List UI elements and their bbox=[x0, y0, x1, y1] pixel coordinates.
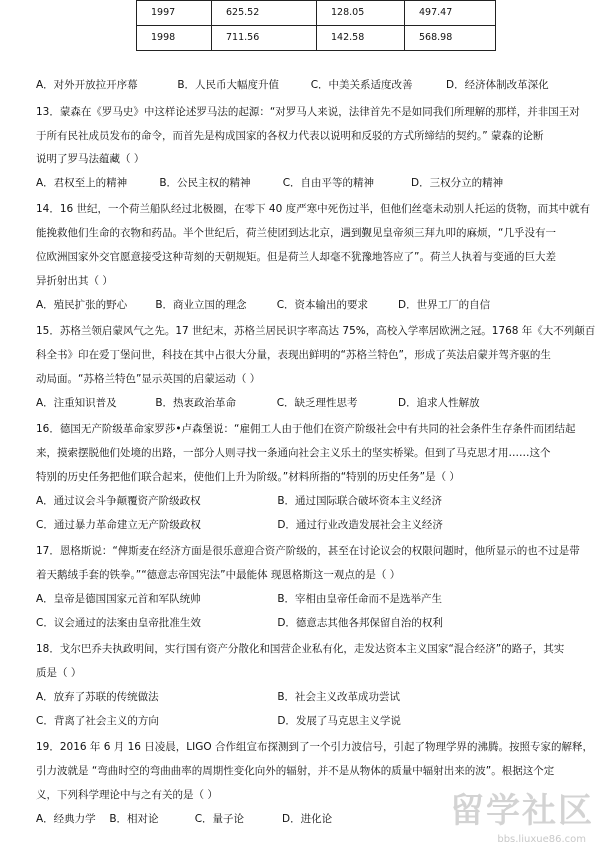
q17-options-row2 bbox=[36, 617, 443, 630]
q14-options bbox=[36, 299, 490, 312]
option-c: C．中美关系适度改善 bbox=[310, 79, 413, 91]
option-b: B．宰相由皇帝任命而不是选举产生 bbox=[277, 593, 443, 605]
q16-options-row1 bbox=[36, 495, 442, 508]
table-cell: 1997 bbox=[137, 1, 212, 26]
q17-options-row1 bbox=[36, 593, 442, 606]
option-c: C．通过暴力革命建立无产阶级政权 bbox=[36, 519, 201, 531]
q19-options bbox=[36, 813, 332, 826]
q17-stem-line: 17．恩格斯说：“俾斯麦在经济方面是很乐意迎合资产阶级的，甚至在讨论议会的权限问题时，他所显示的也不过是带 bbox=[36, 545, 580, 557]
option-d: D．世界工厂的自信 bbox=[398, 299, 491, 311]
q16-options-row2 bbox=[36, 519, 443, 532]
option-b: B．商业立国的理念 bbox=[155, 299, 247, 311]
q17-stem-line: 着天鹅绒手套的铁拳。”“德意志帝国宪法”中最能体 现恩格斯这一观点的是（ ） bbox=[36, 569, 401, 581]
q13-stem-line: 于所有民社成员发布的命令，而首先是构成国家的各权力代表以说明和反驳的方式所缔结的契约。” 蒙森的论断 bbox=[36, 130, 544, 142]
option-c: C．自由平等的精神 bbox=[282, 177, 375, 189]
q13-stem-line: 13．蒙森在《罗马史》中这样论述罗马法的起源：“对罗马人来说，法律首先不是如同我们所理解的那样，并非国王对 bbox=[36, 106, 580, 118]
table-cell: 497.47 bbox=[405, 1, 496, 26]
watermark-logo bbox=[434, 790, 594, 846]
option-a: A．放弃了苏联的传统做法 bbox=[36, 691, 159, 703]
option-d: D．经济体制改革深化 bbox=[446, 79, 549, 91]
option-d: D．追求人性解放 bbox=[398, 397, 480, 409]
option-a: A．经典力学 bbox=[36, 813, 96, 825]
q15-stem-line: 科全书》印在爱丁堡问世，科技在其中占很大分量，表现出鲜明的“苏格兰特色”，形成了英法启蒙并驾齐驱的生 bbox=[36, 349, 551, 361]
q18-stem-line: 18．戈尔巴乔夫执政明间，实行国有资产分散化和国营企业私有化，走发达资本主义国家“混合经济”的路子，其实 bbox=[36, 643, 565, 655]
option-d: D．通过行业改造发展社会主义经济 bbox=[277, 519, 443, 531]
table-cell: 568.98 bbox=[405, 26, 496, 51]
q18-stem-line: 质是（ ） bbox=[36, 667, 82, 679]
option-a: A．君权至上的精神 bbox=[36, 177, 128, 189]
option-a: A．通过议会斗争颠覆资产阶级政权 bbox=[36, 495, 201, 507]
option-d: D．进化论 bbox=[282, 813, 333, 825]
q15-options bbox=[36, 397, 480, 410]
option-c: C．背离了社会主义的方向 bbox=[36, 715, 159, 727]
table-cell: 625.52 bbox=[212, 1, 317, 26]
q16-stem-line: 16．德国无产阶级革命家罗莎•卢森堡说：“雇佣工人由于他们在资产阶级社会中有共同的社会条件生存条件而团结起 bbox=[36, 423, 576, 435]
q18-options-row1 bbox=[36, 691, 400, 704]
q19-stem-line: 义，下列科学理论中与之有关的是（ ） bbox=[36, 789, 218, 801]
option-b: B．热衷政治革命 bbox=[155, 397, 237, 409]
option-c: C．资本输出的要求 bbox=[276, 299, 369, 311]
watermark-brand: 留学社区 bbox=[450, 791, 594, 831]
q14-stem-line: 能挽救他们生命的衣物和药品。半个世纪后，荷兰使团到达北京，遇到觐见皇帝须三拜九叩的麻烦，“几乎没有一 bbox=[36, 227, 556, 239]
option-a: A．殖民扩张的野心 bbox=[36, 299, 128, 311]
option-b: B．社会主义改革成功尝试 bbox=[277, 691, 401, 703]
q14-stem-line: 异折射出其（ ） bbox=[36, 275, 113, 287]
option-a: A．皇帝是德国国家元首和军队统帅 bbox=[36, 593, 201, 605]
option-c: C．议会通过的法案由皇帝批准生效 bbox=[36, 617, 201, 629]
option-d: D．发展了马克思主义学说 bbox=[277, 715, 401, 727]
data-table bbox=[136, 0, 496, 51]
q19-stem-line: 引力波就是 “弯曲时空的弯曲曲率的周期性变化向外的辐射，并不是从物体的质量中辐射出来的波”。根据这个定 bbox=[36, 765, 555, 777]
table-cell: 142.58 bbox=[317, 26, 405, 51]
q14-stem-line: 位欧洲国家外交官愿意接受这种苛刻的天朝规矩。但是荷兰人却毫不犹豫地答应了”。荷兰人执着与变通的巨大差 bbox=[36, 251, 556, 263]
option-d: D．德意志其他各邦保留自治的权利 bbox=[277, 617, 443, 629]
table-row bbox=[137, 26, 496, 51]
option-a: A．注重知识普及 bbox=[36, 397, 117, 409]
watermark-url: bbs.liuxue86.com bbox=[497, 833, 586, 845]
q15-stem-line: 动局面。“苏格兰特色”显示英国的启蒙运动（ ） bbox=[36, 373, 261, 385]
q19-stem-line: 19．2016 年 6 月 16 日凌晨，LIGO 合作组宣布探测到了一个引力波信号，引起了物理学界的沸腾。按照专家的解释， bbox=[36, 741, 593, 753]
q18-options-row2 bbox=[36, 715, 401, 728]
table-cell: 1998 bbox=[137, 26, 212, 51]
q12-options bbox=[36, 79, 549, 92]
q14-stem-line: 14．16 世纪，一个荷兰船队经过北极圈，在零下 40 度严寒中死伤过半，但他们丝毫未动别人托运的货物，而其中就有 bbox=[36, 203, 591, 215]
option-b: B．相对论 bbox=[109, 813, 159, 825]
option-b: B．通过国际联合破坏资本主义经济 bbox=[277, 495, 443, 507]
option-d: D．三权分立的精神 bbox=[411, 177, 504, 189]
option-c: C．量子论 bbox=[194, 813, 245, 825]
option-c: C．缺乏理性思考 bbox=[276, 397, 358, 409]
option-b: B．人民币大幅度升值 bbox=[177, 79, 280, 91]
q15-stem-line: 15．苏格兰领启蒙风气之先。17 世纪末，苏格兰居民识字率高达 75%，高校入学率居欧洲之冠。1768 年《大不列颠百 bbox=[36, 325, 596, 337]
q13-options bbox=[36, 177, 503, 190]
q13-stem-line: 说明了罗马法蕴藏（ ） bbox=[36, 153, 145, 165]
table-cell: 711.56 bbox=[212, 26, 317, 51]
q16-stem-line: 特别的历史任务把他们联合起来，使他们上升为阶级。”材料所指的“特别的历史任务”是（ ） bbox=[36, 471, 460, 483]
table-cell: 128.05 bbox=[317, 1, 405, 26]
q16-stem-line: 来，摸索摆脱他们处境的出路，一部分人则寻找一条通向社会主义乐土的坚实桥梁。但到了马克思才用……这个 bbox=[36, 447, 551, 459]
table-row bbox=[137, 1, 496, 26]
option-a: A．对外开放拉开序幕 bbox=[36, 79, 138, 91]
option-b: B．公民主权的精神 bbox=[159, 177, 251, 189]
